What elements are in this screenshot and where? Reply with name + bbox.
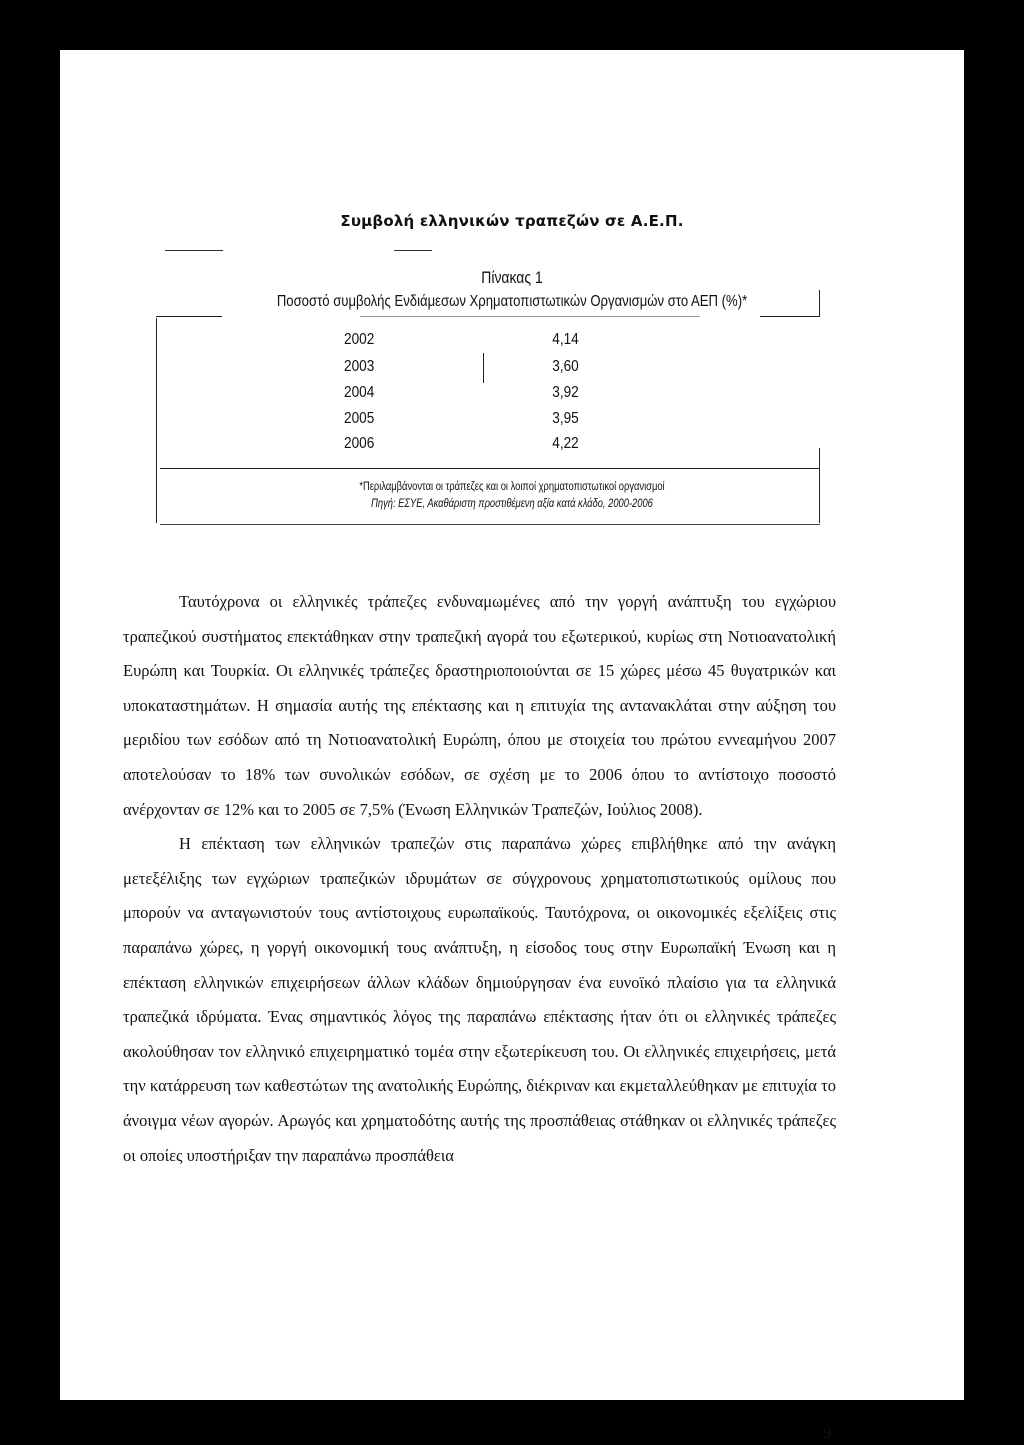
table-top-rule-middle <box>360 316 700 317</box>
year-cell: 2003 <box>344 358 375 375</box>
body-text <box>123 585 836 1173</box>
paragraph: Ταυτόχρονα οι ελληνικές τράπεζες ενδυναμωμένες από την γοργή ανάπτυξη του εγχώριου τραπεζικού συστήματος επεκτάθηκαν στην τραπεζική αγορά του εξωτερικού, κυρίως στη Νοτιοανατολική Ευρώπη και Τουρκία. Οι ελληνικές τράπεζες δραστηριοποιούνται σε 15 χώρες μέσω 45 θυγατρικών και υποκαταστημάτων. Η σημασία αυτής της επέκτασης και η επιτυχία της αντανακλάται στην αύξηση του μεριδίου των εσόδων από τη Νοτιοανατολική Ευρώπη, όπου με στοιχεία του πρώτου εννεαμήνου 2007 αποτελούσαν το 18% των συνολικών εσόδων, σε σχέση με το 2006 όπου το αντίστοιχο ποσοστό ανέρχονταν σε 12% και το 2005 σε 7,5% (Ένωση Ελληνικών Τραπεζών, Ιούλιος 2008). <box>123 592 836 819</box>
value-cell: 3,60 <box>552 358 579 375</box>
table-top-rule-right <box>760 316 820 317</box>
table-column-divider <box>483 353 484 383</box>
table-source: Πηγή: ΕΣΥΕ, Ακαθάριστη προστιθέμενη αξία κατά κλάδο, 2000-2006 <box>371 496 653 510</box>
table-body-bottom-rule <box>160 468 820 469</box>
year-cell: 2005 <box>344 410 375 427</box>
heading-rule-right <box>394 250 432 251</box>
year-cell: 2004 <box>344 384 375 401</box>
paragraph: Η επέκταση των ελληνικών τραπεζών στις παραπάνω χώρες επιβλήθηκε από την ανάγκη μετεξέλιξης των εγχώριων τραπεζικών ιδρυμάτων σε σύγχρονους χρηματοπιστωτικούς ομίλους που μπορούν να ανταγωνιστούν τους αντίστοιχους ευρωπαϊκούς. Ταυτόχρονα, οι οικονομικές εξελίξεις στις παραπάνω χώρες, η γοργή οικονομική τους ανάπτυξη, η είσοδος τους στην Ευρωπαϊκή Ένωση και η επέκταση ελληνικών επιχειρήσεων άλλων κλάδων δημιούργησαν ένα ευνοϊκό πλαίσιο για τα ελληνικά τραπεζικά ιδρύματα. Ένας σημαντικός λόγος της παραπάνω επέκτασης ήταν ότι οι ελληνικές τράπεζες ακολούθησαν τον ελληνικό επιχειρηματικό τομέα στην εξωτερίκευση του. Οι ελληνικές επιχειρήσεις, μετά την κατάρρευση των καθεστώτων της ανατολικής Ευρώπης, διέκριναν και εκμεταλλεύθηκαν με επιτυχία το άνοιγμα νέων αγορών. Αρωγός και χρηματοδότης αυτής της προσπάθειας στάθηκαν οι ελληνικές τράπεζες οι οποίες υποστήριξαν την παραπάνω προσπάθεια <box>123 834 836 1165</box>
document-page <box>60 50 964 1442</box>
value-cell: 4,14 <box>552 331 579 348</box>
page-number: 9 <box>823 1423 832 1442</box>
year-cell: 2006 <box>344 435 375 452</box>
table-bottom-rule <box>160 524 820 525</box>
year-cell: 2002 <box>344 331 375 348</box>
table-caption-title: Ποσοστό συμβολής Ενδιάμεσων Χρηματοπιστωτικών Οργανισμών στο ΑΕΠ (%)* <box>276 293 748 310</box>
table-caption-number: Πίνακας 1 <box>481 268 543 287</box>
section-heading: Συμβολή ελληνικών τραπεζών σε Α.Ε.Π. <box>340 212 684 230</box>
table-right-border-top <box>819 290 820 316</box>
value-cell: 3,95 <box>552 410 579 427</box>
table-footnote: *Περιλαμβάνονται οι τράπεζες και οι λοιποί χρηματοπιστωτικοί οργανισμοί <box>359 479 665 493</box>
heading-rule-left <box>165 250 223 251</box>
table-left-border <box>156 318 157 523</box>
value-cell: 4,22 <box>552 435 579 452</box>
table-top-rule-left <box>156 316 222 317</box>
value-cell: 3,92 <box>552 384 579 401</box>
